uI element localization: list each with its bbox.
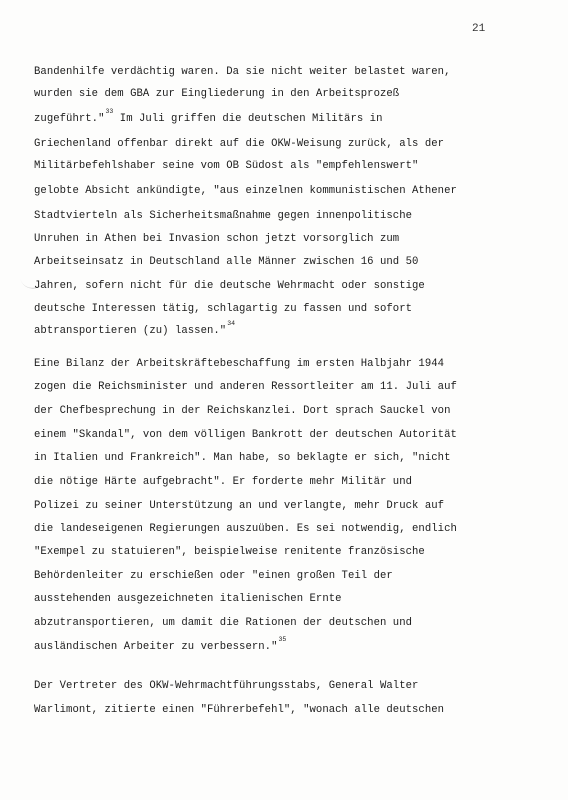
text-line xyxy=(34,617,412,629)
line-text: "Exempel zu statuieren", beispielweise renitente französische xyxy=(34,546,425,558)
footnote-marker: 33 xyxy=(105,108,114,115)
footnote-marker: 34 xyxy=(227,320,236,327)
line-text: der Chefbesprechung in der Reichskanzlei. Dort sprach Sauckel von xyxy=(34,405,451,417)
line-text: ausländischen Arbeiter zu verbessern." xyxy=(34,641,278,653)
line-text: die nötige Härte aufgebracht". Er forderte mehr Militär und xyxy=(34,476,413,488)
text-line xyxy=(34,303,412,315)
line-text: gelobte Absicht ankündigte, "aus einzelnen kommunistischen Athener xyxy=(34,185,457,197)
line-text: die landeseigenen Regierungen auszuüben. Es sei notwendig, endlich xyxy=(34,523,457,535)
line-text: Polizei zu seiner Unterstützung an und verlangte, mehr Druck auf xyxy=(34,500,445,512)
text-line xyxy=(34,429,457,441)
text-line xyxy=(34,280,425,292)
text-line xyxy=(34,680,418,692)
line-text: abtransportieren (zu) lassen." xyxy=(34,325,227,337)
line-text: Griechenland offenbar direkt auf die OKW-Weisung zurück, als der xyxy=(34,138,445,150)
text-line xyxy=(34,523,457,535)
line-text-continued: Im Juli griffen die deutschen Militärs in xyxy=(113,113,383,125)
line-text: ausstehenden ausgezeichneten italienischen Ernte xyxy=(34,593,342,605)
line-text: einem "Skandal", von dem völligen Bankrott der deutschen Autorität xyxy=(34,429,457,441)
line-text: zogen die Reichsminister und anderen Ressortleiter am 11. Juli auf xyxy=(34,381,457,393)
text-line xyxy=(34,138,444,150)
text-line xyxy=(34,570,393,582)
line-text: Militärbefehlshaber seine vom OB Südost als "empfehlenswert" xyxy=(34,160,419,172)
text-line xyxy=(34,500,444,512)
text-line xyxy=(34,546,425,558)
line-text: abzutransportieren, um damit die Rationen der deutschen und xyxy=(34,617,413,629)
text-line xyxy=(34,88,399,100)
line-text: in Italien und Frankreich". Man habe, so beklagte er sich, "nicht xyxy=(34,452,451,464)
text-line xyxy=(34,405,450,417)
line-text: wurden sie dem GBA zur Eingliederung in den Arbeitsprozeß xyxy=(34,88,400,100)
line-text: Stadtvierteln als Sicherheitsmaßnahme gegen innenpolitische xyxy=(34,210,413,222)
line-text: deutsche Interessen tätig, schlagartig zu fassen und sofort xyxy=(34,303,413,315)
text-line xyxy=(34,381,457,393)
text-line xyxy=(34,593,342,605)
line-text: Jahren, sofern nicht für die deutsche Wehrmacht oder sonstige xyxy=(34,280,425,292)
text-line xyxy=(34,320,236,337)
text-line xyxy=(34,66,450,78)
text-line xyxy=(34,233,399,245)
line-text: Unruhen in Athen bei Invasion schon jetzt vorsorglich zum xyxy=(34,233,400,245)
text-line xyxy=(34,358,444,370)
text-line xyxy=(34,160,418,172)
line-text: Eine Bilanz der Arbeitskräftebeschaffung im ersten Halbjahr 1944 xyxy=(34,358,445,370)
line-text: Behördenleiter zu erschießen oder "einen großen Teil der xyxy=(34,570,393,582)
text-line xyxy=(34,452,450,464)
page-number: 21 xyxy=(472,23,486,35)
text-line xyxy=(34,210,412,222)
line-text: Warlimont, zitierte einen "Führerbefehl", "wonach alle deutschen xyxy=(34,704,445,716)
line-text: zugeführt." xyxy=(34,113,105,125)
line-text: Arbeitseinsatz in Deutschland alle Männer zwischen 16 und 50 xyxy=(34,256,419,268)
text-line xyxy=(34,704,444,716)
text-line xyxy=(34,636,287,653)
footnote-marker: 35 xyxy=(278,636,287,643)
text-line xyxy=(34,256,418,268)
line-text: Bandenhilfe verdächtig waren. Da sie nicht weiter belastet waren, xyxy=(34,66,451,78)
line-text: Der Vertreter des OKW-Wehrmachtführungsstabs, General Walter xyxy=(34,680,419,692)
text-line xyxy=(34,476,412,488)
text-line xyxy=(34,108,383,125)
text-line xyxy=(34,185,457,197)
